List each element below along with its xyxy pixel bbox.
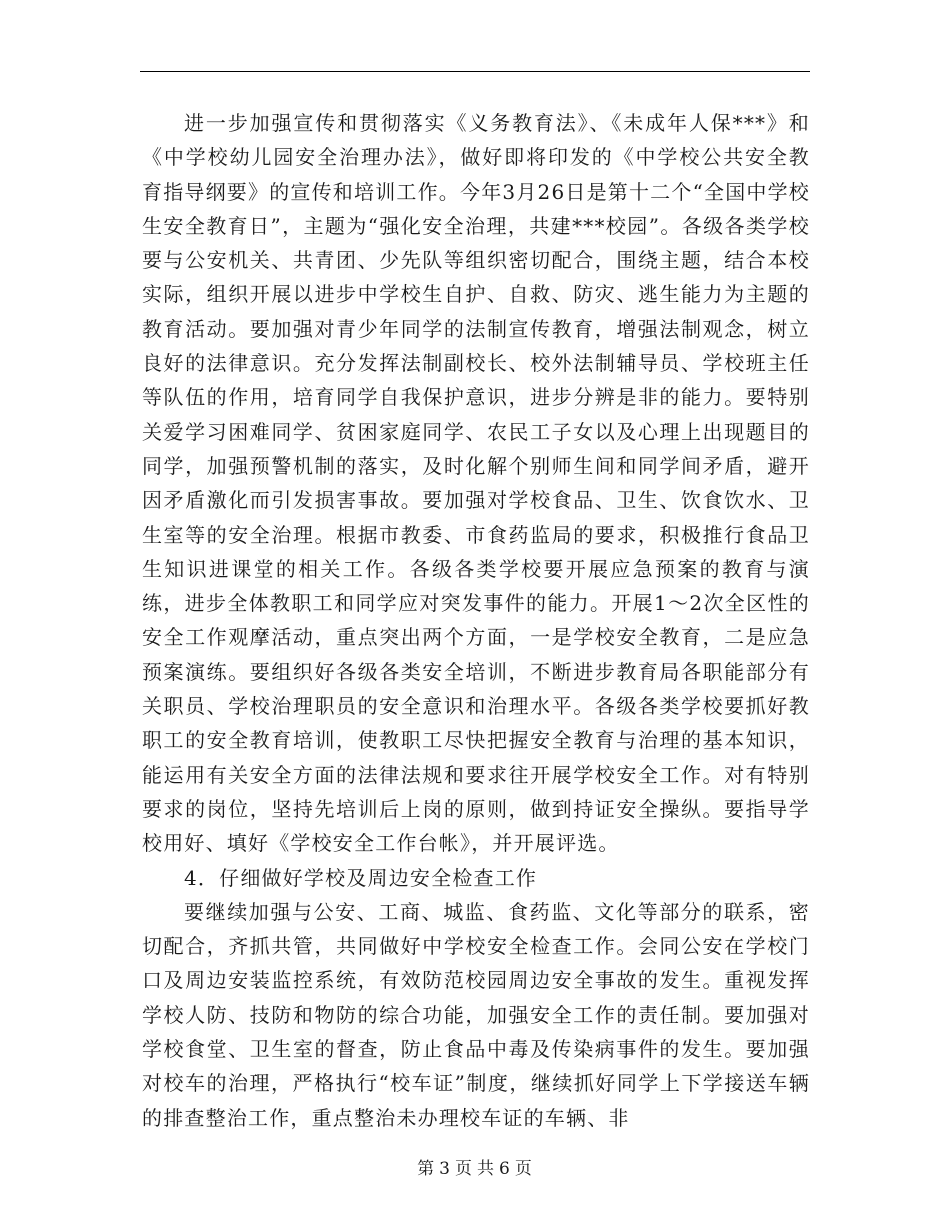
footer-page-number: 3 — [439, 1159, 451, 1179]
page-footer — [0, 1154, 950, 1179]
footer-suffix: 页 — [514, 1159, 533, 1179]
section-heading: 4．仔细做好学校及周边安全检查工作 — [184, 865, 538, 890]
header-rule — [140, 71, 810, 72]
footer-total-word: 共 — [477, 1159, 495, 1179]
footer-total-pages: 6 — [499, 1159, 511, 1179]
footer-page-word: 页 — [455, 1159, 473, 1179]
footer-prefix: 第 — [417, 1159, 436, 1179]
body-paragraph: 进一步加强宣传和贯彻落实《义务教育法》、《未成年人保***》和《中学校幼儿园安全治理办法》，做好即将印发的《中学校公共安全教育指导纲要》的宣传和培训工作。今年3月26日是第十二个“全国中学校生安全教育日”，主题为“强化安全治理，共建***校园”。各级各类学校要与公安机关、共青团、少先队等组织密切配合，围绕主题，结合本校实际，组织开展以进步中学校生自护、自救、防灾、逃生能力为主题的教育活动。要加强对青少年同学的法制宣传教育，增强法制观念，树立良好的法律意识。充分发挥法制副校长、校外法制辅导员、学校班主任等队伍的作用，培育同学自我保护意识，进步分辨是非的能力。要特别关爱学习困难同学、贫困家庭同学、农民工子女以及心理上出现题目的同学，加强预警机制的落实，及时化解个别师生间和同学间矛盾，避开因矛盾激化而引发损害事故。要加强对学校食品、卫生、饮食饮水、卫生室等的安全治理。根据市教委、市食药监局的要求，积极推行食品卫生知识进课堂的相关工作。各级各类学校要开展应急预案的教育与演练，进步全体教职工和同学应对突发事件的能力。开展1～2次全区性的安全工作观摩活动，重点突出两个方面，一是学校安全教育，二是应急预案演练。要组织好各级各类安全培训，不断进步教育局各职能部分有关职员、学校治理职员的安全意识和治理水平。各级各类学校要抓好教职工的安全教育培训，使教职工尽快把握安全教育与治理的基本知识，能运用有关安全方面的法律法规和要求往开展学校安全工作。对有特别要求的岗位，坚持先培训后上岗的原则，做到持证安全操纵。要指导学校用好、填好《学校安全工作台帐》，并开展评选。 — [142, 111, 810, 856]
body-paragraph: 要继续加强与公安、工商、城监、食药监、文化等部分的联系，密切配合，齐抓共管，共同做好中学校安全检查工作。会同公安在学校门口及周边安装监控系统，有效防范校园周边安全事故的发生。重视发挥学校人防、技防和物防的综合功能，加强安全工作的责任制。要加强对学校食堂、卫生室的督查，防止食品中毒及传染病事件的发生。要加强对校车的治理，严格执行“校车证”制度，继续抓好同学上下学接送车辆的排查整治工作，重点整治未办理校车证的车辆、非 — [142, 899, 810, 1130]
document-body — [142, 106, 810, 1135]
